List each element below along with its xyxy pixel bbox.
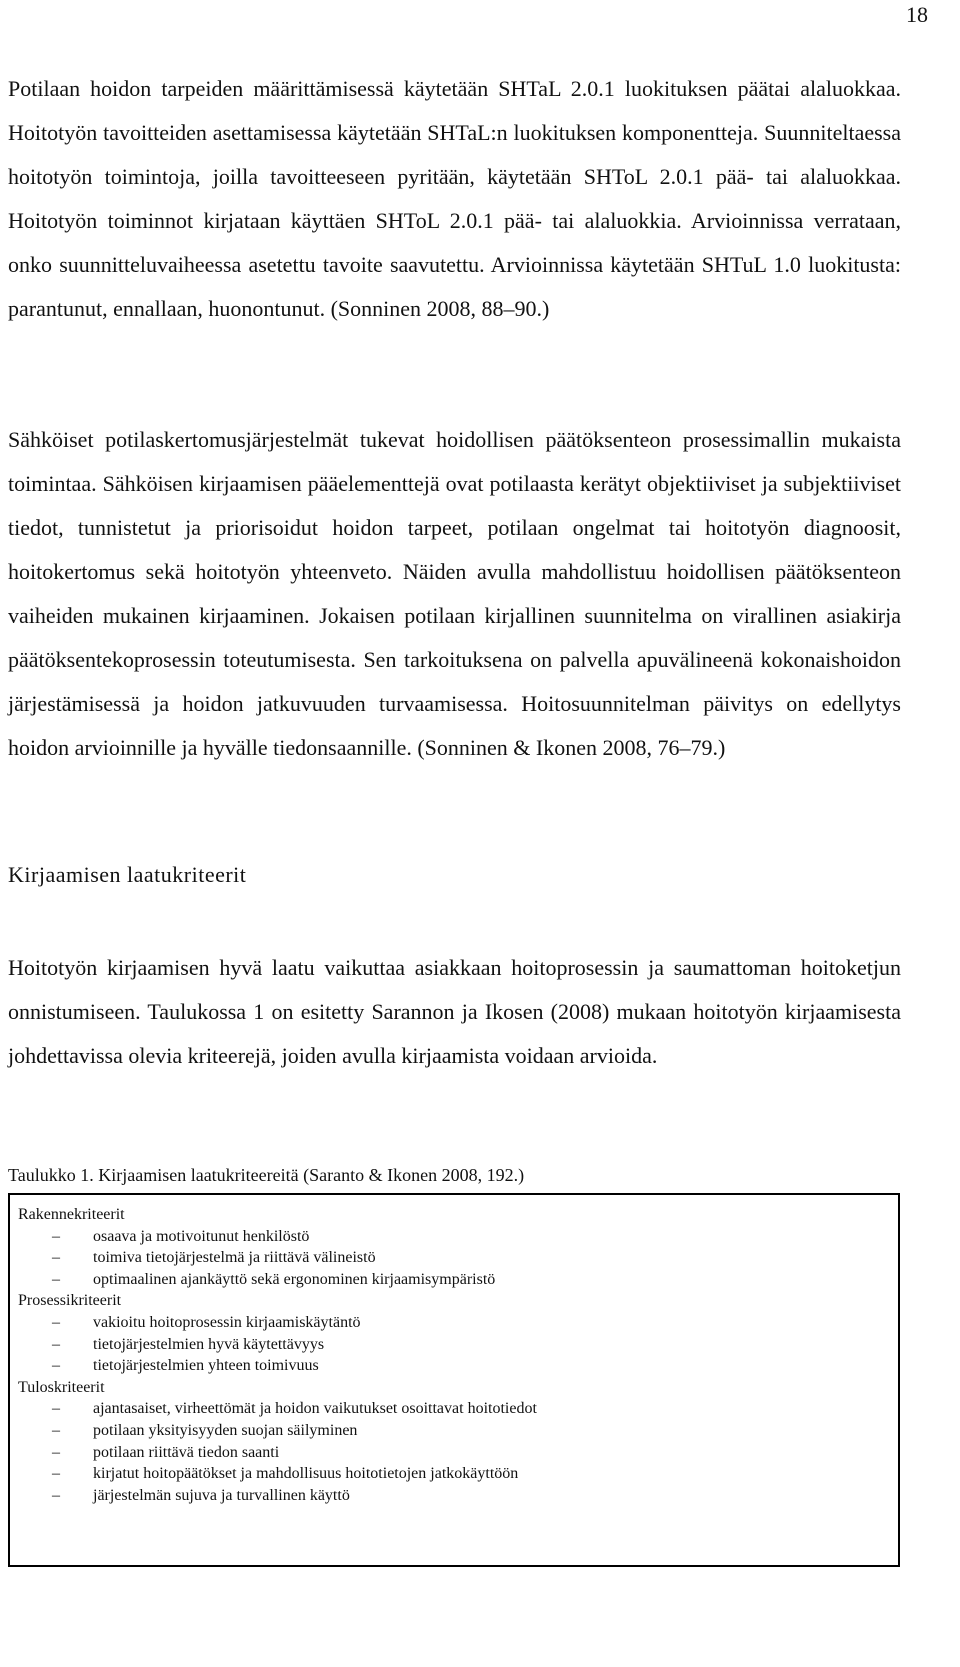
list-item-text: kirjatut hoitopäätökset ja mahdollisuus hoitotietojen jatkokäyttöön <box>93 1465 519 1483</box>
paragraph-classification: Potilaan hoidon tarpeiden määrittämisessä käytetään SHTaL 2.0.1 luokituksen päätai alaluokkaa. Hoitotyön tavoitteiden asettamisessa käytetään SHTaL:n luokituksen komponentteja. Suunniteltaessa hoitotyön toimintoja, joilla tavoitteeseen pyritään, käytetään SHToL 2.0.1 pää- tai alaluokkaa. Hoitotyön toiminnot kirjataan käyttäen SHToL 2.0.1 pää- tai alaluokkia. Arvioinnissa verrataan, onko suunnitteluvaiheessa asetettu tavoite saavutettu. Arvioinnissa käytetään SHTuL 1.0 luokitusta: parantunut, ennallaan, huonontunut. (Sonninen 2008, 88–90.) <box>8 76 901 321</box>
list-item-text: osaava ja motivoitunut henkilöstö <box>93 1227 310 1245</box>
dash-bullet: – <box>52 1249 60 1267</box>
dash-bullet: – <box>52 1357 60 1375</box>
group-label-outcome: Tuloskriteerit <box>18 1378 105 1396</box>
section-heading: Kirjaamisen laatukriteerit <box>8 862 247 887</box>
dash-bullet: – <box>52 1465 60 1483</box>
paragraph-quality: Hoitotyön kirjaamisen hyvä laatu vaikuttaa asiakkaan hoitoprosessin ja saumattoman hoitoketjun onnistumiseen. Taulukossa 1 on esitetty Sarannon ja Ikosen (2008) mukaan hoitotyön kirjaamisesta johdettavissa olevia kriteerejä, joiden avulla kirjaamista voidaan arvioida. <box>8 955 901 1068</box>
list-item-text: vakioitu hoitoprosessin kirjaamiskäytäntö <box>93 1313 361 1331</box>
list-item <box>18 1247 898 1269</box>
list-item <box>18 1398 898 1420</box>
list-item <box>18 1485 898 1507</box>
list-item <box>18 1442 898 1464</box>
list-item-text: optimaalinen ajankäyttö sekä ergonominen kirjaamisympäristö <box>93 1270 496 1288</box>
list-item-text: potilaan riittävä tiedon saanti <box>93 1443 280 1461</box>
list-item <box>18 1463 898 1485</box>
list-item <box>18 1355 898 1377</box>
group-label-structure: Rakennekriteerit <box>18 1206 125 1223</box>
list-item <box>18 1334 898 1356</box>
dash-bullet: – <box>52 1227 60 1245</box>
list-item-text: tietojärjestelmien hyvä käytettävyys <box>93 1335 325 1353</box>
list-item-text: tietojärjestelmien yhteen toimivuus <box>93 1357 319 1375</box>
list-item <box>18 1269 898 1291</box>
group-label-process: Prosessikriteerit <box>18 1292 122 1310</box>
dash-bullet: – <box>52 1421 60 1439</box>
dash-bullet: – <box>52 1400 60 1418</box>
dash-bullet: – <box>52 1313 60 1331</box>
list-item-text: toimiva tietojärjestelmä ja riittävä välineistö <box>93 1249 376 1267</box>
table-caption: Taulukko 1. Kirjaamisen laatukriteereitä (Saranto & Ikonen 2008, 192.) <box>8 1165 525 1185</box>
dash-bullet: – <box>52 1486 60 1504</box>
list-item-text: järjestelmän sujuva ja turvallinen käyttö <box>93 1486 350 1504</box>
dash-bullet: – <box>52 1443 60 1461</box>
dash-bullet: – <box>52 1335 60 1353</box>
criteria-table <box>8 1193 900 1567</box>
list-item-text: ajantasaiset, virheettömät ja hoidon vaikutukset osoittavat hoitotiedot <box>93 1400 537 1418</box>
list-item <box>18 1420 898 1442</box>
dash-bullet: – <box>52 1270 60 1288</box>
list-item <box>18 1226 898 1248</box>
paragraph-electronic-records: Sähköiset potilaskertomusjärjestelmät tukevat hoidollisen päätöksenteon prosessimallin mukaista toimintaa. Sähköisen kirjaamisen pääelementtejä ovat potilaasta kerätyt objektiiviset ja subjektiiviset tiedot, tunnistetut ja priorisoidut hoidon tarpeet, potilaan ongelmat tai hoitotyön diagnoosit, hoitokertomus sekä hoitotyön yhteenveto. Näiden avulla mahdollistuu hoidollisen päätöksenteon vaiheiden mukainen kirjaaminen. Jokaisen potilaan kirjallinen suunnitelma on virallinen asiakirja päätöksentekoprosessin toteutumisesta. Sen tarkoituksena on palvella apuvälineenä kokonaishoidon järjestämisessä ja hoidon jatkuvuuden turvaamisessa. Hoitosuunnitelman päivitys on edellytys hoidon arvioinnille ja hyvälle tiedonsaannille. (Sonninen & Ikonen 2008, 76–79.) <box>8 427 901 760</box>
page-number: 18 <box>906 2 928 27</box>
list-item-text: potilaan yksityisyyden suojan säilyminen <box>93 1421 358 1439</box>
list-item <box>18 1312 898 1334</box>
